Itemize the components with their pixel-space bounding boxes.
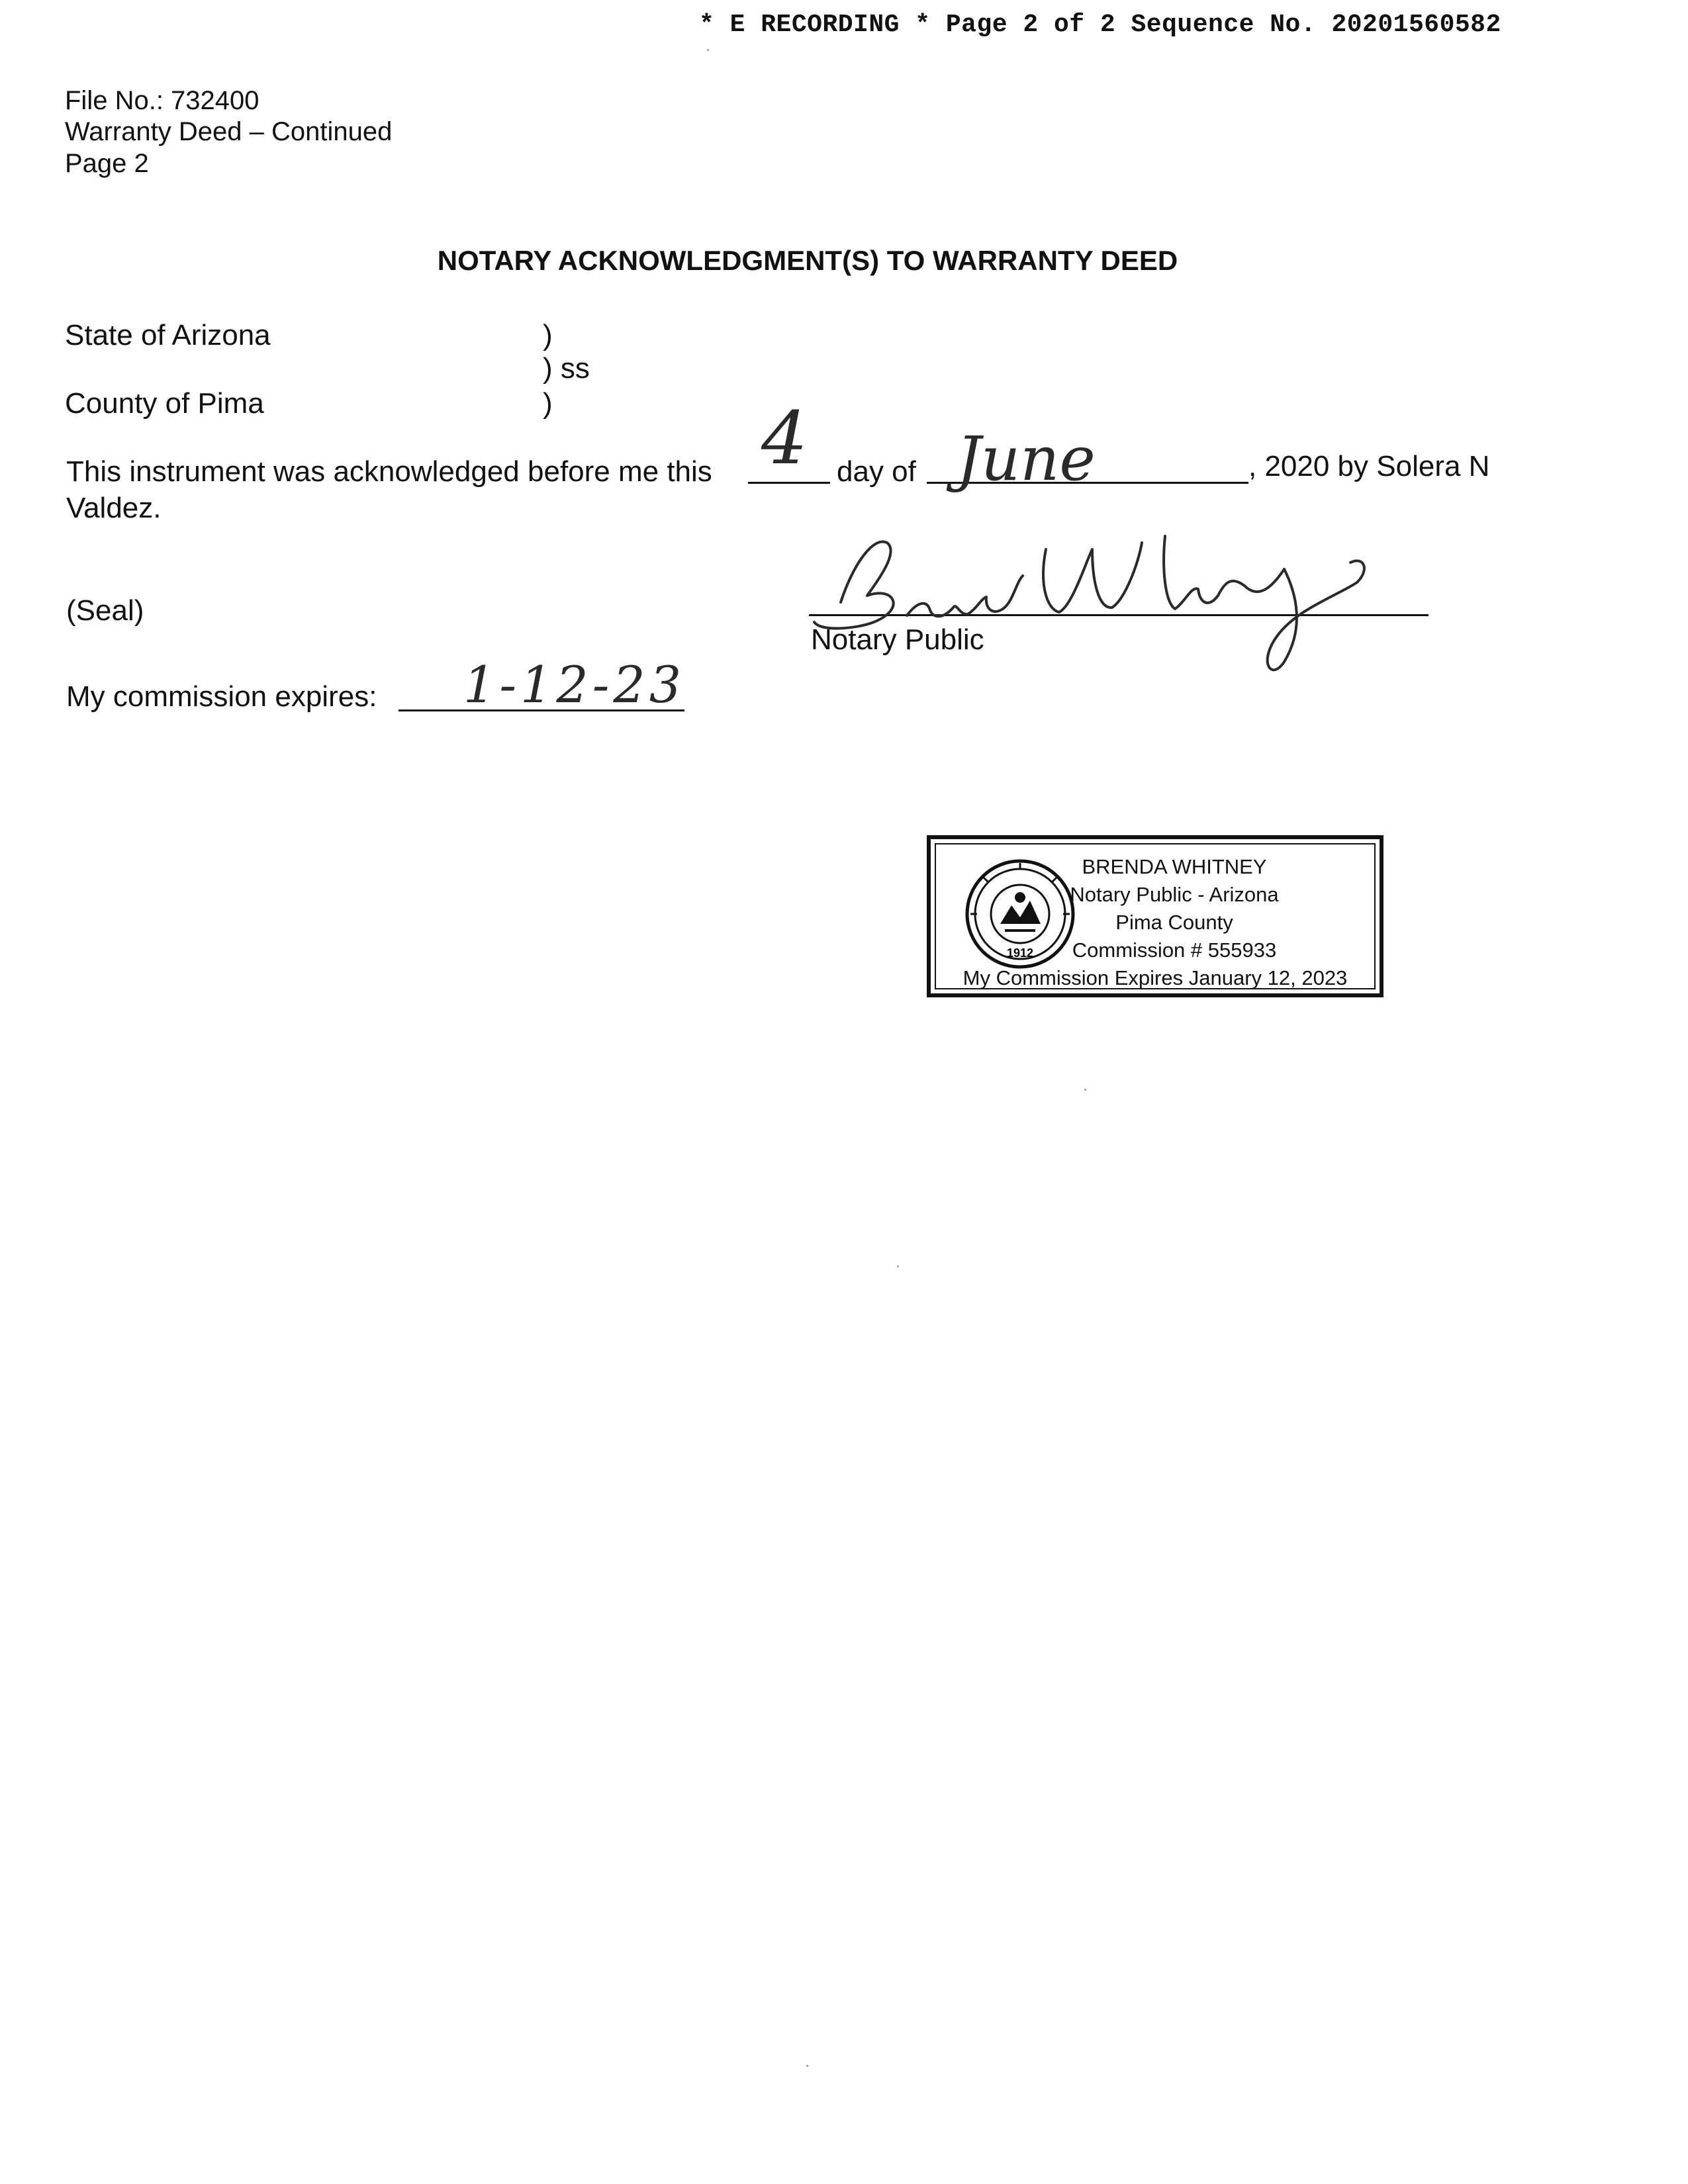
seal-year: 1912 <box>1006 946 1034 960</box>
handwritten-day: 4 <box>761 396 808 480</box>
page-number: Page 2 <box>65 149 149 178</box>
acknowledgment-text-3: , 2020 by Solera N <box>1248 450 1490 482</box>
venue-state: State of Arizona <box>65 319 271 351</box>
recording-header: * E RECORDING * Page 2 of 2 Sequence No. 20201560582 <box>699 11 1501 39</box>
day-blank <box>748 482 830 484</box>
venue-ss: ) ss <box>543 352 590 385</box>
venue-paren-3: ) <box>543 387 553 420</box>
notary-signature <box>794 523 1390 682</box>
document-title: Warranty Deed – Continued <box>65 117 393 146</box>
acknowledgment-text-1: This instrument was acknowledged before me this <box>66 455 712 488</box>
handwritten-month: June <box>957 424 1096 494</box>
page-title: NOTARY ACKNOWLEDGMENT(S) TO WARRANTY DEED <box>437 245 1178 276</box>
acknowledgment-text-4: Valdez. <box>66 492 162 524</box>
stamp-title: Notary Public - Arizona <box>1070 883 1279 906</box>
scan-speck <box>1084 1089 1086 1091</box>
acknowledgment-text-2: day of <box>837 455 916 488</box>
signature-role-label: Notary Public <box>811 623 984 656</box>
stamp-commission-number: Commission # 555933 <box>1072 938 1277 962</box>
venue-county: County of Pima <box>65 387 264 420</box>
stamp-name: BRENDA WHITNEY <box>1082 855 1267 878</box>
scan-speck <box>806 2065 808 2067</box>
file-number: File No.: 732400 <box>65 86 259 115</box>
commission-label: My commission expires: <box>66 680 377 713</box>
scan-speck <box>897 1265 899 1267</box>
venue-paren-1: ) <box>543 319 553 351</box>
notary-stamp <box>927 835 1383 997</box>
handwritten-expiration: 1-12-23 <box>463 655 686 714</box>
stamp-expiration: My Commission Expires January 12, 2023 <box>962 966 1348 989</box>
seal-label: (Seal) <box>66 594 144 627</box>
scan-speck <box>707 49 709 51</box>
stamp-county: Pima County <box>1115 911 1233 934</box>
